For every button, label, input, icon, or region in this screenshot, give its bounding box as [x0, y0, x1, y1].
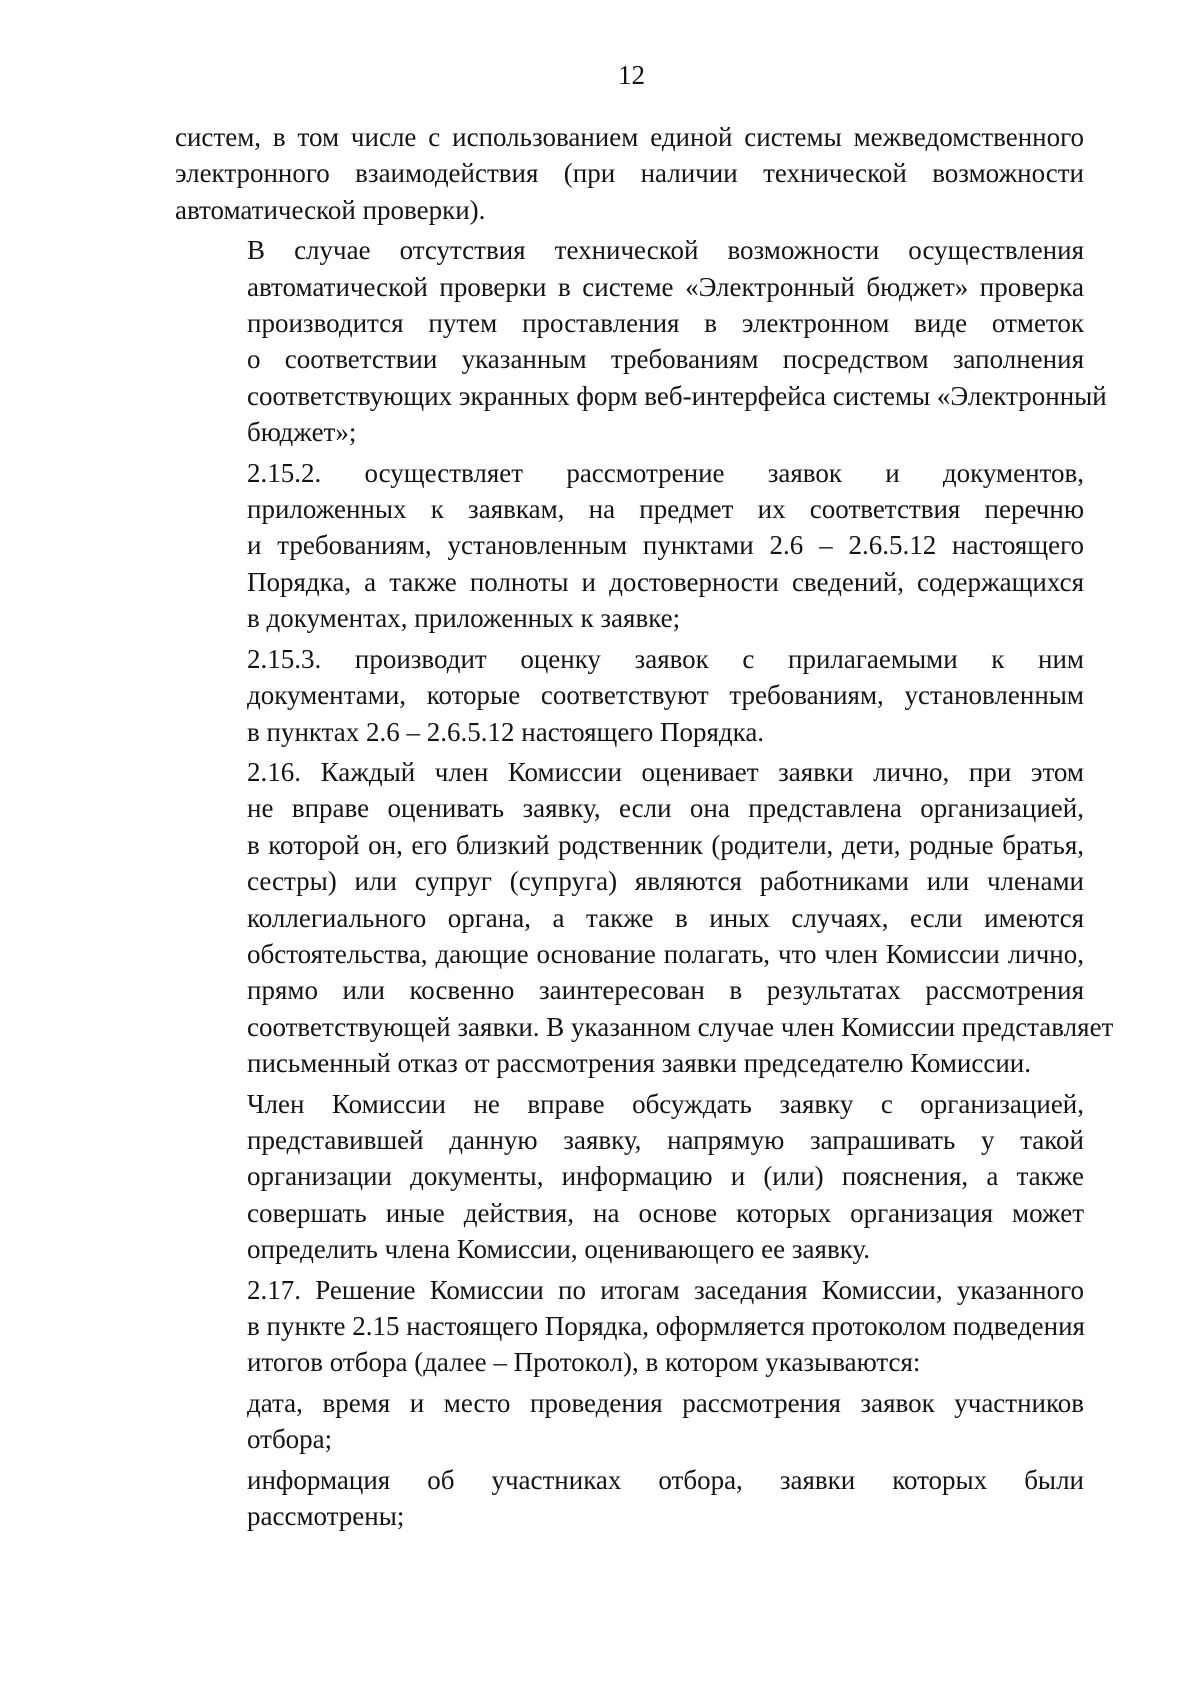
- text-line: информация об участниках отбора, заявки которых были: [247, 1464, 1084, 1495]
- text-line: определить члена Комиссии, оценивающего ее заявку.: [247, 1234, 870, 1265]
- paragraph: [175, 754, 1114, 1082]
- page-number: 12: [618, 60, 645, 90]
- text-line: автоматической проверки в системе «Электронный бюджет» проверка: [247, 271, 1084, 302]
- text-line: не вправе оценивать заявку, если она представлена организацией,: [247, 793, 1084, 824]
- text-line: итогов отбора (далее – Протокол), в котором указываются:: [247, 1347, 921, 1378]
- text-line: соответствующей заявки. В указанном случае член Комиссии представляет: [247, 1011, 1114, 1042]
- paragraph: [175, 232, 1107, 450]
- text-line: сестры) или супруг (супруга) являются работниками или членами: [247, 866, 1084, 897]
- text-line: бюджет»;: [247, 417, 357, 448]
- text-line: коллегиального органа, а также в иных случаях, если имеются: [247, 902, 1084, 933]
- paragraph: [175, 1086, 1084, 1268]
- text-line: рассмотрены;: [247, 1501, 405, 1532]
- paragraph: [175, 1385, 1084, 1458]
- text-line: 2.16. Каждый член Комиссии оценивает заявки лично, при этом: [247, 756, 1084, 787]
- text-line: 2.15.3. производит оценку заявок с прилагаемыми к ним: [247, 643, 1084, 674]
- text-line: В случае отсутствия технической возможности осуществления: [247, 235, 1084, 266]
- text-line: в пунктах 2.6 – 2.6.5.12 настоящего Порядка.: [247, 716, 765, 747]
- text-line: 2.15.2. осуществляет рассмотрение заявок и документов,: [247, 457, 1084, 488]
- paragraph: [175, 1272, 1084, 1381]
- text-line: электронного взаимодействия (при наличии технической возможности: [175, 158, 1084, 189]
- text-line: в которой он, его близкий родственник (родители, дети, родные братья,: [247, 829, 1084, 860]
- text-line: в пункте 2.15 настоящего Порядка, оформляется протоколом подведения: [247, 1311, 1085, 1341]
- text-line: организации документы, информацию и (или) пояснения, а также: [247, 1161, 1084, 1192]
- text-line: обстоятельства, дающие основание полагать, что член Комиссии лично,: [247, 938, 1084, 969]
- text-line: Порядка, а также полноты и достоверности сведений, содержащихся: [247, 566, 1084, 597]
- text-line: Член Комиссии не вправе обсуждать заявку с организацией,: [247, 1088, 1084, 1119]
- paragraph: [175, 1462, 1084, 1535]
- document-body: [175, 119, 1114, 1534]
- paragraph: [175, 641, 1084, 750]
- text-line: документами, которые соответствуют требованиям, установленным: [247, 680, 1084, 711]
- text-line: совершать иные действия, на основе которых организация может: [247, 1197, 1084, 1228]
- text-line: приложенных к заявкам, на предмет их соответствия перечню: [247, 494, 1084, 525]
- text-line: соответствующих экранных форм веб-интерфейса системы «Электронный: [247, 380, 1107, 411]
- text-line: и требованиям, установленным пунктами 2.6 – 2.6.5.12 настоящего: [247, 530, 1084, 561]
- text-line: производится путем проставления в электронном виде отметок: [247, 308, 1084, 339]
- text-line: 2.17. Решение Комиссии по итогам заседания Комиссии, указанного: [247, 1274, 1084, 1305]
- text-line: отбора;: [247, 1424, 333, 1455]
- text-line: в документах, приложенных к заявке;: [247, 603, 681, 634]
- text-line: дата, время и место проведения рассмотрения заявок участников: [247, 1387, 1084, 1418]
- text-line: систем, в том числе с использованием единой системы межведомственного: [175, 122, 1084, 152]
- text-line: прямо или косвенно заинтересован в результатах рассмотрения: [247, 975, 1084, 1006]
- paragraph: [175, 455, 1084, 637]
- paragraph: [175, 119, 1084, 228]
- text-line: автоматической проверки).: [175, 194, 486, 225]
- text-line: письменный отказ от рассмотрения заявки председателю Комиссии.: [247, 1048, 1032, 1079]
- text-line: о соответствии указанным требованиям посредством заполнения: [247, 344, 1084, 375]
- text-line: представившей данную заявку, напрямую запрашивать у такой: [247, 1124, 1084, 1155]
